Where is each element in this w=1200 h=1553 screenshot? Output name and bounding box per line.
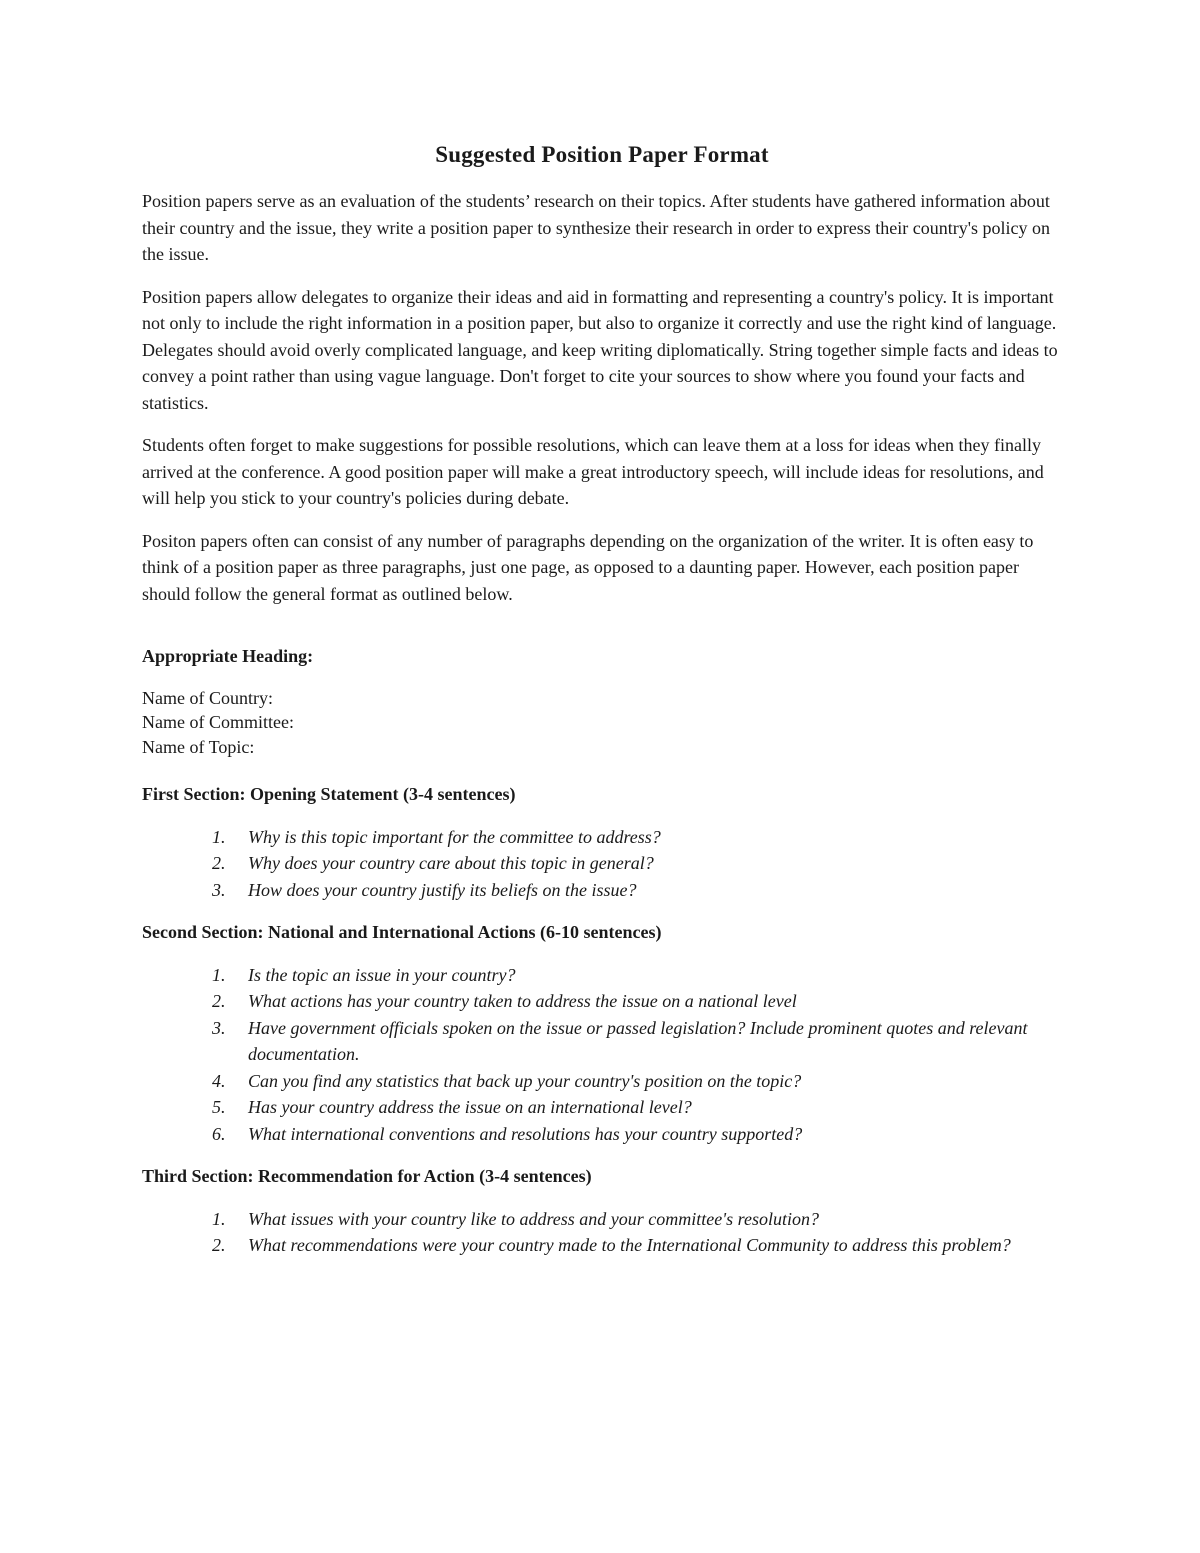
document-page bbox=[142, 140, 1062, 1275]
question-number: 2. bbox=[212, 1235, 226, 1255]
question-text: What actions has your country taken to address the issue on a national level bbox=[248, 991, 797, 1011]
question-item bbox=[142, 1068, 1062, 1095]
intro-paragraph-3: Students often forget to make suggestions for possible resolutions, which can leave them at a loss for ideas when they finally arrived at the conference. A good position paper will make a great introductory speech, will include ideas for resolutions, and will help you stick to your country's policies during debate. bbox=[142, 435, 1044, 508]
question-item bbox=[142, 1094, 1062, 1121]
section-heading-third: Third Section: Recommendation for Action (3-4 sentences) bbox=[142, 1166, 592, 1186]
appropriate-heading-label: Appropriate Heading: bbox=[142, 646, 314, 666]
question-text: What issues with your country like to address and your committee's resolution? bbox=[248, 1208, 819, 1229]
section-heading-first: First Section: Opening Statement (3-4 sentences) bbox=[142, 784, 516, 804]
intro-paragraph-1: Position papers serve as an evaluation of the students’ research on their topics. After students have gathered information about their country and the issue, they write a position paper to synthesize their research in order to express their country's policy on the issue. bbox=[142, 191, 1050, 264]
question-number: 5. bbox=[212, 1097, 226, 1117]
question-number: 2. bbox=[212, 853, 226, 873]
intro-paragraph-4: Positon papers often can consist of any number of paragraphs depending on the organization of the writer. It is often easy to think of a position paper as three paragraphs, just one page, as opposed to a daunting paper. However, each position paper should follow the general format as outlined below. bbox=[142, 530, 1034, 604]
question-number: 6. bbox=[212, 1123, 226, 1144]
question-text: Have government officials spoken on the issue or passed legislation? Include prominent quotes and relevant documentation. bbox=[248, 1017, 1028, 1064]
question-text: Why is this topic important for the committee to address? bbox=[248, 826, 661, 847]
heading-fields bbox=[142, 686, 1062, 760]
question-text: Is the topic an issue in your country? bbox=[248, 964, 516, 985]
question-item bbox=[142, 962, 1062, 989]
question-item bbox=[142, 1121, 1062, 1148]
document-title: Suggested Position Paper Format bbox=[435, 142, 769, 167]
question-number: 1. bbox=[212, 964, 226, 985]
question-text: What recommendations were your country made to the International Community to address this problem? bbox=[248, 1235, 1011, 1255]
question-number: 3. bbox=[212, 1017, 226, 1038]
first-section-questions bbox=[142, 824, 1062, 904]
question-item bbox=[142, 988, 1062, 1015]
question-number: 3. bbox=[212, 879, 226, 900]
heading-field-committee: Name of Committee: bbox=[142, 712, 294, 732]
question-text: How does your country justify its beliefs on the issue? bbox=[248, 879, 637, 900]
question-number: 2. bbox=[212, 991, 226, 1011]
question-item bbox=[142, 824, 1062, 851]
question-item bbox=[142, 1232, 1062, 1259]
question-item bbox=[142, 877, 1062, 904]
second-section-questions bbox=[142, 962, 1062, 1148]
question-text: Why does your country care about this topic in general? bbox=[248, 853, 654, 873]
section-heading-second: Second Section: National and International Actions (6-10 sentences) bbox=[142, 922, 662, 942]
third-section-questions bbox=[142, 1206, 1062, 1259]
heading-field-topic: Name of Topic: bbox=[142, 736, 255, 757]
question-number: 1. bbox=[212, 1208, 226, 1229]
question-item bbox=[142, 850, 1062, 877]
intro-paragraph-2: Position papers allow delegates to organize their ideas and aid in formatting and representing a country's policy. It is important not only to include the right information in a position paper, but also to organize it correctly and use the right kind of language. Delegates should avoid overly complicated language, and keep writing diplomatically. String together simple facts and ideas to convey a point rather than using vague language. Don't forget to cite your sources to show where you found your facts and statistics. bbox=[142, 286, 1058, 413]
question-text: What international conventions and resolutions has your country supported? bbox=[248, 1123, 803, 1144]
question-text: Can you find any statistics that back up your country's position on the topic? bbox=[248, 1070, 802, 1091]
question-item bbox=[142, 1206, 1062, 1233]
question-text: Has your country address the issue on an international level? bbox=[248, 1097, 692, 1117]
question-number: 4. bbox=[212, 1070, 226, 1091]
heading-field-country: Name of Country: bbox=[142, 687, 273, 708]
question-item bbox=[142, 1015, 1062, 1068]
question-number: 1. bbox=[212, 826, 226, 847]
